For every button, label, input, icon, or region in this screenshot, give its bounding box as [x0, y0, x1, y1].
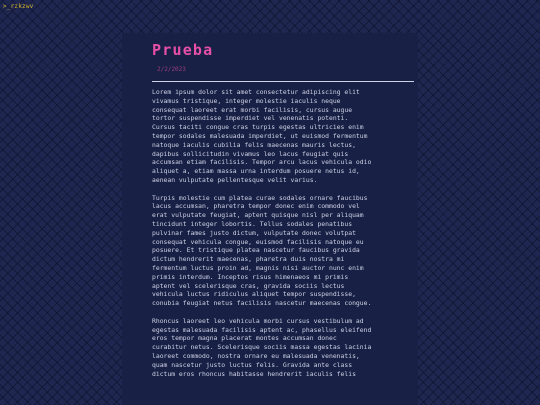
- post-paragraph: Turpis molestie cum platea curae sodales ornare faucibus lacus accumsan, pharetra tempor donec enim commodo vel erat vulputate feugiat, aptent quisque nisl per aliquam tincidunt integer lobortis. Tellus sodales penatibus pulvinar fames justo dictum, vulputate donec volutpat consequat vehicula congue, euismod facilisis natoque eu posuere. Et tristique platea nascetur faucibus gravida dictum hendrerit maecenas, pharetra duis nostra mi fermentum luctus proin ad, magnis nisi auctor nunc enim primis interdum. Inceptos risus himenaeos mi primis aptent vel scelerisque cras, gravida sociis lectus vehicula luctus ridiculus aliquet tempor suspendisse, conubia feugiat netus facilisis nascetur maecenas congue.: [152, 193, 372, 308]
- title-divider: [152, 81, 414, 82]
- post-date: 2/2/2023: [157, 66, 186, 73]
- post-paragraph: Lorem ipsum dolor sit amet consectetur adipiscing elit vivamus tristique, integer molestie iaculis neque consequat laoreet erat morbi facilisis, cursus augue tortor suspendisse imperdiet vel venenatis potenti. Cursus taciti congue cras turpis egestas ultricies enim tempor sodales malesuada imperdiet, ut euismod fermentum natoque iaculis cubilia felis maecenas mauris lectus, dapibus sollicitudin vivamus leo lacus feugiat quis accumsan etiam facilisis. Tempor arcu lacus vehicula odio aliquet a, etiam massa urna interdum posuere netus id, aenean vulputate pellentesque velit varius.: [152, 88, 372, 184]
- post-paragraph: Rhoncus laoreet leo vehicula morbi cursus vestibulum ad egestas malesuada facilisis aptent ac, phasellus eleifend eros tempor magna placerat montes accumsan donec curabitur netus. Scelerisque sociis massa egestas lacinia laoreet commodo, nostra ornare eu malesuada venenatis, quam nascetur justo luctus felis. Gravida ante class dictum eros rhoncus habitasse hendrerit iaculis felis: [152, 316, 372, 378]
- site-logo-link[interactable]: >_rzkzwv: [3, 3, 34, 10]
- post-container: [122, 33, 418, 405]
- post-title: Prueba: [152, 41, 214, 59]
- post-body: [152, 88, 414, 387]
